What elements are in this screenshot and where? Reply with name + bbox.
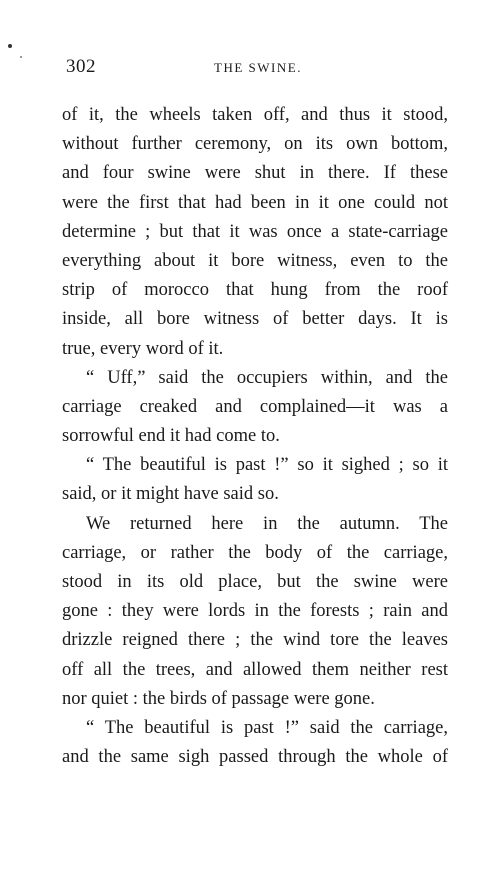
print-speck — [20, 56, 22, 58]
text-line: without further ceremony, on its own bottom, — [62, 134, 448, 155]
text-line: “ The beautiful is past !” said the carriage, — [86, 717, 448, 738]
running-head: THE SWINE. — [214, 60, 302, 75]
text-line: carriage, or rather the body of the carriage, — [62, 542, 448, 563]
text-line: off all the trees, and allowed them neither rest — [62, 659, 448, 680]
page-header — [66, 56, 450, 82]
text-line: were the first that had been in it one could not — [62, 192, 448, 213]
text-line: said, or it might have said so. — [62, 484, 279, 505]
page-number: 302 — [66, 56, 96, 77]
text-line: “ Uff,” said the occupiers within, and the — [86, 367, 448, 388]
text-line: “ The beautiful is past !” so it sighed ; so it — [86, 455, 448, 476]
print-speck — [8, 44, 12, 48]
text-line: stood in its old place, but the swine were — [62, 572, 448, 592]
text-line: determine ; but that it was once a state-carriage — [62, 221, 448, 242]
text-line: and four swine were shut in there. If these — [62, 163, 448, 184]
text-line: carriage creaked and complained—it was a — [62, 396, 448, 417]
text-line: drizzle reigned there ; the wind tore the leaves — [62, 630, 448, 651]
text-line: true, every word of it. — [62, 338, 224, 359]
text-line: of it, the wheels taken off, and thus it stood, — [62, 105, 448, 125]
text-line: nor quiet : the birds of passage were gone. — [62, 688, 375, 709]
text-line: gone : they were lords in the forests ; rain and — [62, 601, 448, 622]
text-line: and the same sigh passed through the whole of — [62, 747, 448, 768]
body-text — [62, 101, 448, 772]
text-line: inside, all bore witness of better days. It is — [62, 309, 448, 330]
text-line: We returned here in the autumn. The — [86, 513, 448, 534]
text-line: strip of morocco that hung from the roof — [62, 280, 448, 301]
text-line: everything about it bore witness, even to the — [62, 250, 448, 271]
text-line: sorrowful end it had come to. — [62, 426, 280, 447]
